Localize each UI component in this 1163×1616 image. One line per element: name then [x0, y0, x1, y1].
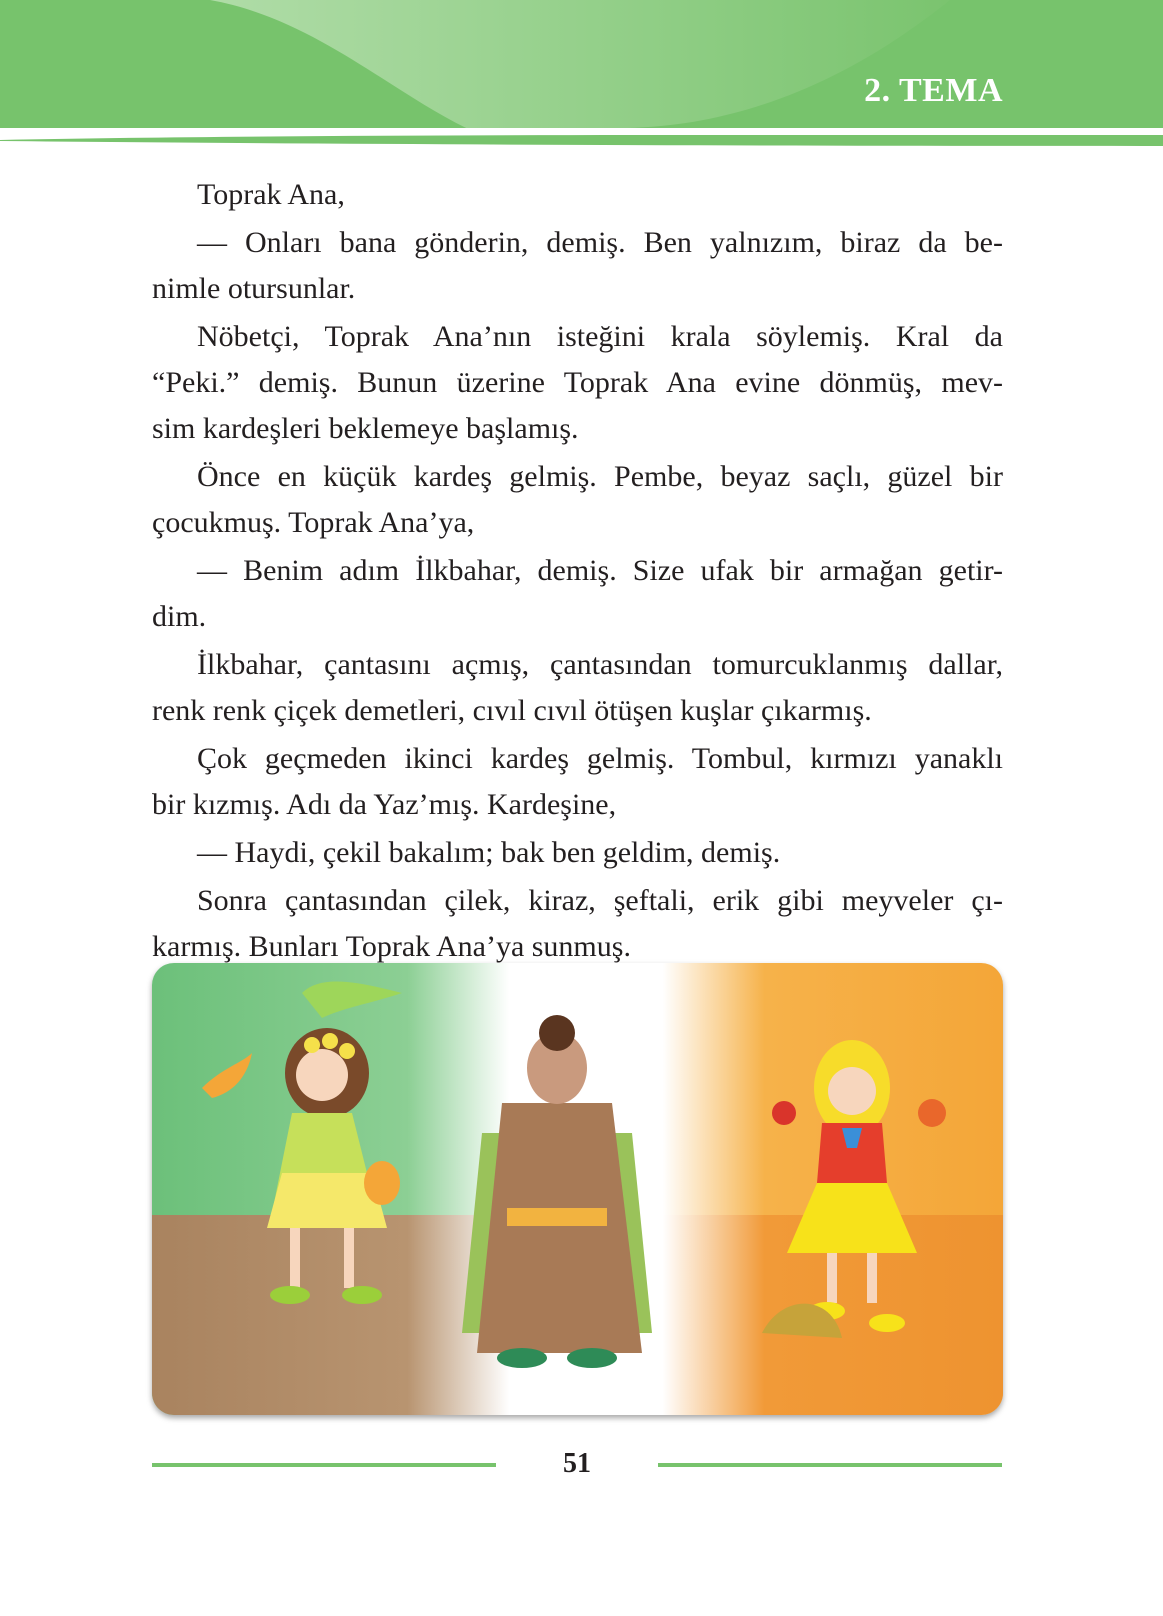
- paragraph: [152, 878, 1003, 970]
- footer-rule-left: [152, 1463, 496, 1467]
- text-line: İlkbahar, çantasını açmış, çantasından tomurcuklanmış dallar,: [197, 648, 1003, 681]
- text-line: “Peki.” demiş. Bunun üzerine Toprak Ana evine dönmüş, mev-: [152, 366, 1003, 399]
- theme-label: 2. TEMA: [864, 72, 1003, 109]
- paragraph: [152, 642, 1003, 734]
- text-line: sim kardeşleri beklemeye başlamış.: [152, 412, 579, 445]
- paragraph: [152, 172, 1003, 218]
- paragraph: [152, 220, 1003, 312]
- footer-rule-right: [658, 1463, 1002, 1467]
- text-line: Çok geçmeden ikinci kardeş gelmiş. Tombul, kırmızı yanaklı: [197, 742, 1003, 775]
- text-line: Nöbetçi, Toprak Ana’nın isteğini krala söylemiş. Kral da: [197, 320, 1003, 353]
- paragraph: [152, 736, 1003, 828]
- text-line: Toprak Ana,: [197, 178, 345, 211]
- text-line: Önce en küçük kardeş gelmiş. Pembe, beyaz saçlı, güzel bir: [197, 460, 1003, 493]
- text-line: bir kızmış. Adı da Yaz’mış. Kardeşine,: [152, 788, 617, 821]
- story-text: [152, 172, 1003, 972]
- paragraph: [152, 830, 1003, 876]
- text-line: karmış. Bunları Toprak Ana’ya sunmuş.: [152, 930, 631, 963]
- text-line: dim.: [152, 600, 207, 633]
- paragraph: [152, 548, 1003, 640]
- text-line: — Onları bana gönderin, demiş. Ben yalnızım, biraz da be-: [197, 226, 1003, 259]
- page-header-banner: [0, 0, 1163, 128]
- text-line: nimle otursunlar.: [152, 272, 356, 305]
- page-number: 51: [563, 1448, 591, 1479]
- header-stripe: [0, 130, 1163, 148]
- text-line: Sonra çantasından çilek, kiraz, şeftali, erik gibi meyveler çı-: [197, 884, 1003, 917]
- text-line: — Benim adım İlkbahar, demiş. Size ufak bir armağan getir-: [197, 554, 1003, 587]
- story-illustration: [152, 963, 1003, 1415]
- paragraph: [152, 454, 1003, 546]
- paragraph: [152, 314, 1003, 452]
- text-line: renk renk çiçek demetleri, cıvıl cıvıl ötüşen kuşlar çıkarmış.: [152, 694, 872, 727]
- text-line: çocukmuş. Toprak Ana’ya,: [152, 506, 475, 539]
- text-line: — Haydi, çekil bakalım; bak ben geldim, demiş.: [197, 836, 781, 869]
